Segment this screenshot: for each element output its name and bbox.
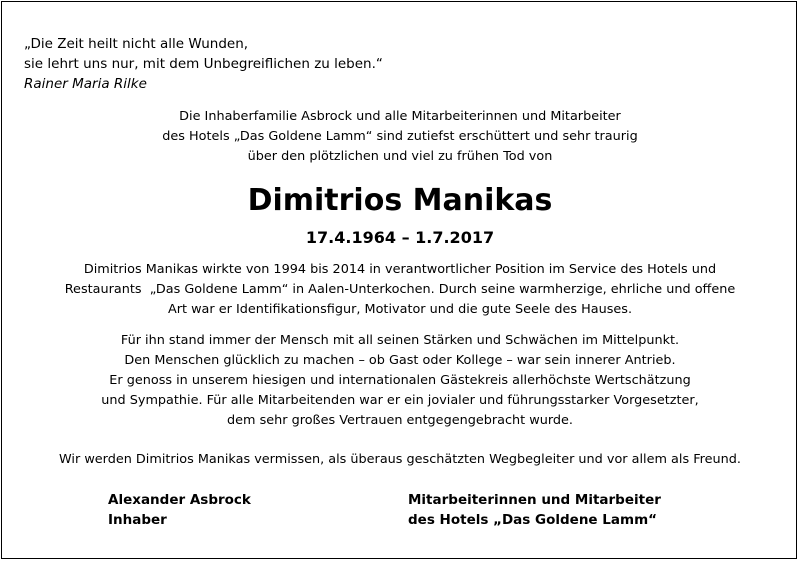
life-dates: 17.4.1964 – 1.7.2017 [305, 228, 495, 247]
paragraph-line: Wir werden Dimitrios Manikas vermissen, als überaus geschätzten Wegbegleiter und vor allem als Freund. [59, 452, 741, 467]
deceased-name: Dimitrios Manikas [247, 183, 553, 218]
quote-line: sie lehrt uns nur, mit dem Unbegreiflichen zu leben.“ [24, 56, 383, 72]
paragraph-line: dem sehr großes Vertrauen entgegengebracht wurde. [227, 413, 573, 428]
paragraph-line: Den Menschen glücklich zu machen – ob Gast oder Kollege – war sein innerer Antrieb. [124, 353, 676, 368]
biography-paragraph [0, 260, 800, 320]
intro-text [0, 107, 800, 167]
epigraph-quote [24, 34, 383, 94]
signature-owner [108, 490, 251, 530]
paragraph-line: Er genoss in unserem hiesigen und internationalen Gästekreis allerhöchste Wertschätzung [109, 373, 691, 388]
tribute-paragraph [0, 331, 800, 431]
quote-author: Rainer Maria Rilke [24, 76, 147, 92]
intro-line: über den plötzlichen und viel zu frühen Tod von [247, 149, 553, 164]
paragraph-line: Restaurants „Das Goldene Lamm“ in Aalen-Unterkochen. Durch seine warmherzige, ehrliche und offene [64, 282, 736, 297]
closing-paragraph [0, 450, 800, 470]
signature-role: des Hotels „Das Goldene Lamm“ [408, 512, 658, 528]
paragraph-line: Art war er Identifikationsfigur, Motivator und die gute Seele des Hauses. [167, 302, 633, 317]
paragraph-line: und Sympathie. Für alle Mitarbeitenden war er ein jovialer und führungsstarker Vorgesetzter, [101, 393, 699, 408]
quote-line: „Die Zeit heilt nicht alle Wunden, [24, 36, 249, 52]
signature-staff [408, 490, 661, 530]
signature-name: Alexander Asbrock [108, 492, 251, 508]
signature-name: Mitarbeiterinnen und Mitarbeiter [408, 492, 661, 508]
signature-role: Inhaber [108, 512, 167, 528]
paragraph-line: Für ihn stand immer der Mensch mit all seinen Stärken und Schwächen im Mittelpunkt. [120, 333, 680, 348]
paragraph-line: Dimitrios Manikas wirkte von 1994 bis 2014 in verantwortlicher Position im Service des Hotels und [83, 262, 717, 277]
intro-line: des Hotels „Das Goldene Lamm“ sind zutiefst erschüttert und sehr traurig [162, 129, 638, 144]
intro-line: Die Inhaberfamilie Asbrock und alle Mitarbeiterinnen und Mitarbeiter [179, 109, 621, 124]
